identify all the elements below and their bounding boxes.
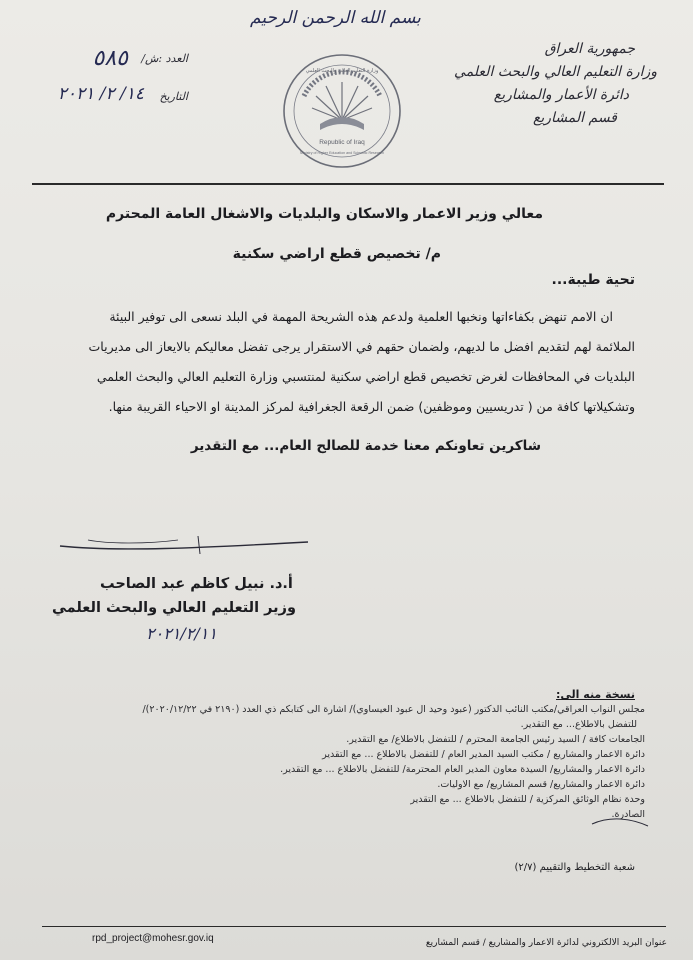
subject-line: م/ تخصيص قطع اراضي سكنية xyxy=(232,246,441,262)
emblem-ring-text: وزارة التعليم العالي والبحث العلمي xyxy=(305,68,379,74)
reference-date-label: التاريخ xyxy=(159,90,188,103)
addressee: معالي وزير الاعمار والاسكان والبلديات والاشغال العامة المحترم xyxy=(105,206,543,222)
copies-heading: نسخة منه الى: xyxy=(556,688,635,701)
body-line: وتشكيلاتها كافة من ( تدريسيين وموظفين) ضمن الرقعة الجغرافية لمركز المدينة او الاحياء القريبة منها. xyxy=(108,399,635,414)
greeting: تحية طيبة... xyxy=(551,272,635,288)
copy-recipient: للتفضل بالاطلاع... مع التقدير. xyxy=(520,719,637,730)
emblem-bottom-text: Ministry of Higher Education and Scientific Research xyxy=(300,151,384,155)
basmala: بسم الله الرحمن الرحيم xyxy=(250,8,421,28)
signatory-date: ٢٠٢١/٢/١١ xyxy=(146,624,217,643)
signature-mark xyxy=(58,534,318,574)
sender-department: دائرة الأعمار والمشاريع xyxy=(493,87,629,103)
copy-recipient: الصادرة. xyxy=(611,809,645,820)
sender-ministry: وزارة التعليم العالي والبحث العلمي xyxy=(454,64,657,80)
body-line: الملائمة لهم لتقديم افضل ما لديهم، ولضمان حقهم في الاستقرار يرجى تفضل معاليكم بالايعاز الى مديريات xyxy=(88,339,635,354)
reference-number-value: ٥٨٥ xyxy=(92,46,128,71)
copy-recipient: دائرة الاعمار والمشاريع/ قسم المشاريع/ مع الاوليات. xyxy=(437,779,645,790)
closing-line: شاكرين تعاونكم معنا خدمة للصالح العام... مع التقدير xyxy=(190,438,541,454)
sender-block xyxy=(454,38,657,130)
footer-divider xyxy=(42,926,666,927)
letter-body xyxy=(55,302,635,422)
header-divider xyxy=(32,183,664,185)
reference-block xyxy=(40,46,190,110)
footer-email: rpd_project@mohesr.gov.iq xyxy=(92,933,214,944)
body-line: ان الامم تنهض بكفاءاتها ونخبها العلمية ولدعم هذه الشريحة المهمة في البلد نسعى الى توفير البيئة xyxy=(109,309,613,324)
reference-number-label: العدد :ش/ xyxy=(141,52,188,65)
reference-date-value: ١٤/ ٢/ ٢٠٢١ xyxy=(57,84,144,104)
copy-recipient: دائرة الاعمار والمشاريع / مكتب السيد المدير العام / للتفضل بالاطلاع ... مع التقدير xyxy=(322,749,645,760)
copy-recipient: دائرة الاعمار والمشاريع/ السيدة معاون المدير العام المحترمة/ للتفضل بالاطلاع ... مع التقدير. xyxy=(280,764,645,775)
list-tick-mark xyxy=(590,812,650,832)
ministry-emblem-icon xyxy=(282,52,402,170)
signatory-name: أ.د. نبيل كاظم عبد الصاحب xyxy=(100,576,293,592)
copy-recipient: الجامعات كافة / السيد رئيس الجامعة المحترم / للتفضل بالاطلاع/ مع التقدير. xyxy=(346,734,645,745)
planning-note: شعبة التخطيط والتقييم (٢/٧) xyxy=(514,862,635,873)
copies-list xyxy=(55,702,645,822)
body-line: البلديات في المحافظات لغرض تخصيص قطع اراضي سكنية لمنتسبي وزارة التعليم العالي والبحث العلمي xyxy=(96,369,635,384)
copy-recipient: مجلس النواب العراقي/مكتب النائب الدكتور (عبود وحيد ال عبود العيساوي)/ اشارة الى كتابكم ذي العدد (٢١٩٠ في ٢٠٢٠/١٢/٢٢)/ xyxy=(142,704,645,715)
signatory-title: وزير التعليم العالي والبحث العلمي xyxy=(52,600,296,616)
emblem-lower-text: Republic of Iraq xyxy=(319,139,365,146)
copy-recipient: وحدة نظام الوثائق المركزية / للتفضل بالاطلاع ... مع التقدير xyxy=(410,794,645,805)
sender-section: قسم المشاريع xyxy=(532,110,617,126)
sender-country: جمهورية العراق xyxy=(544,41,635,57)
footer-address: عنوان البريد الالكتروني لدائرة الاعمار والمشاريع / قسم المشاريع xyxy=(425,938,667,948)
